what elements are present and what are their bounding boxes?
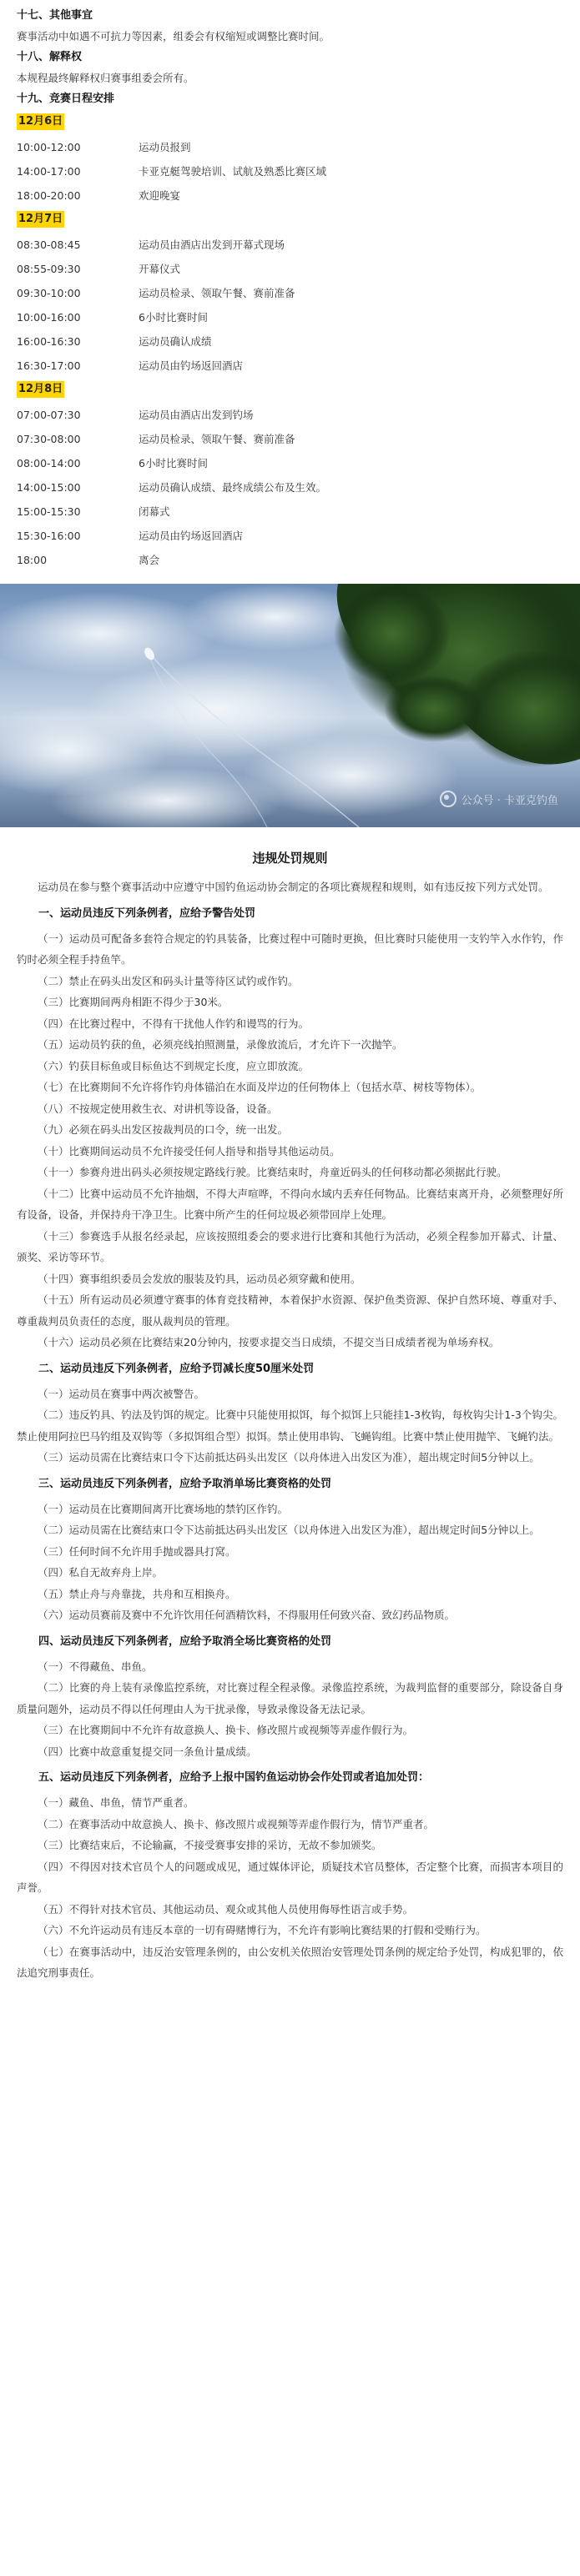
rule-item: （一）运动员可配备多套符合规定的钓具装备，比赛过程中可随时更换，但比赛时只能使用一支钓竿入水作钓，作钓时必须全程手持鱼竿。 — [17, 931, 563, 966]
schedule-row — [17, 305, 563, 329]
schedule-row — [17, 427, 563, 451]
rule-item: （一）藏鱼、串鱼，情节严重者。 — [38, 1796, 194, 1809]
rule-item: （三）比赛结束后，不论输赢，不接受赛事安排的采访，无故不参加颁奖。 — [38, 1839, 382, 1851]
rule-item: （十）比赛期间运动员不允许接受任何人指导和指导其他运动员。 — [38, 1144, 340, 1157]
schedule-event: 运动员检录、领取午餐、赛前准备 — [139, 287, 295, 299]
schedule-time: 07:00-07:30 — [17, 409, 81, 421]
schedule — [0, 110, 580, 572]
section-19-title: 十九、竞赛日程安排 — [17, 93, 115, 105]
schedule-row — [17, 500, 563, 524]
rule-item: （三）在比赛期间中不允许有故意换人、换卡、修改照片或视频等弄虚作假行为。 — [38, 1724, 414, 1736]
rule-item: （五）运动员钓获的鱼，必须亮线拍照测量，录像放流后，才允许下一次抛竿。 — [38, 1038, 403, 1051]
schedule-event: 开幕仪式 — [139, 263, 181, 275]
schedule-time: 18:00 — [17, 554, 48, 566]
schedule-time: 16:30-17:00 — [17, 359, 81, 372]
schedule-event: 离会 — [139, 554, 160, 566]
schedule-row — [17, 233, 563, 257]
watermark-text: 公众号 · 卡亚克钓鱼 — [461, 794, 558, 807]
schedule-time: 10:00-16:00 — [17, 311, 81, 324]
schedule-row — [17, 451, 563, 475]
schedule-time: 09:30-10:00 — [17, 287, 81, 299]
rule-item: （五）禁止舟与舟靠拢，共舟和互相换舟。 — [38, 1587, 236, 1600]
rule-item: （二）违反钓具、钓法及钓饵的规定。比赛中只能使用拟饵，每个拟饵上只能挂1-3枚钩，每枚钩尖计1-3个钩尖。禁止使用阿拉巴马钓组及双钩等（多拟饵组合型）拟饵。禁止使用串钩、飞蝇钩组。比赛中禁止使用抛竿、飞蝇钓法。 — [17, 1409, 563, 1443]
schedule-event: 闭幕式 — [139, 505, 170, 518]
rule-item: （七）在赛事活动中，违反治安管理条例的，由公安机关依照治安管理处罚条例的规定给予处罚，构成犯罪的，依法追究刑事责任。 — [17, 1945, 563, 1979]
schedule-row — [17, 135, 563, 159]
rule-item: （九）必须在码头出发区按裁判员的口令，统一出发。 — [38, 1123, 289, 1136]
rule-item: （六）运动员赛前及赛中不允许饮用任何酒精饮料，不得服用任何致兴奋、致幻药品物质。 — [38, 1609, 456, 1621]
schedule-time: 15:00-15:30 — [17, 505, 81, 518]
rule-item: （十四）赛事组织委员会发放的服装及钓具，运动员必须穿戴和使用。 — [38, 1272, 361, 1285]
schedule-event: 6小时比赛时间 — [139, 311, 208, 324]
lake-aerial-photo — [0, 584, 580, 827]
schedule-row — [17, 257, 563, 281]
schedule-time: 15:30-16:00 — [17, 530, 81, 542]
rule-item: （八）不按规定使用救生衣、对讲机等设备，设备。 — [38, 1102, 278, 1115]
schedule-event: 运动员由酒店出发到开幕式现场 — [139, 239, 285, 251]
rules-title: 违规处罚规则 — [252, 851, 328, 866]
rule-section-heading: 三、运动员违反下列条例者，应给予取消单场比赛资格的处罚 — [38, 1477, 332, 1490]
watermark — [440, 791, 558, 807]
schedule-date: 12月6日 — [17, 113, 64, 130]
rule-item: （四）不得因对技术官员个人的问题或成见，通过媒体评论，质疑技术官员整体，否定整个比赛，而损害本项目的声誉。 — [17, 1860, 563, 1894]
schedule-time: 14:00-17:00 — [17, 165, 81, 178]
schedule-event: 6小时比赛时间 — [139, 457, 208, 470]
schedule-row — [17, 403, 563, 427]
rule-section-heading: 一、运动员违反下列条例者，应给予警告处罚 — [38, 906, 256, 920]
schedule-time: 18:00-20:00 — [17, 189, 81, 202]
schedule-event: 卡亚克艇驾驶培训、试航及熟悉比赛区域 — [139, 165, 327, 178]
section-18-text: 本规程最终解释权归赛事组委会所有。 — [17, 72, 194, 84]
rule-item: （三）任何时间不允许用手抛或器具打窝。 — [38, 1544, 236, 1558]
rule-item: （七）在比赛期间不允许将作钓舟体锚泊在水面及岸边的任何物体上（包括水草、树枝等物体）。 — [38, 1081, 482, 1093]
schedule-row — [17, 524, 563, 548]
schedule-event: 运动员确认成绩 — [139, 335, 212, 348]
rule-item: （一）运动员在赛事中两次被警告。 — [38, 1387, 205, 1400]
schedule-row — [17, 548, 563, 572]
rule-item: （十三）参赛选手从报名经录起，应该按照组委会的要求进行比赛和其他行为活动，必须全程参加开幕式、计量、颁奖、采访等环节。 — [17, 1229, 563, 1263]
rule-item: （十六）运动员必须在比赛结束20分钟内，按要求提交当日成绩，不提交当日成绩者视为单场弃权。 — [38, 1336, 500, 1348]
rule-item: （四）在比赛过程中，不得有干扰他人作钓和谩骂的行为。 — [38, 1017, 310, 1030]
rule-section-heading: 五、运动员违反下列条例者，应给予上报中国钓鱼运动协会作处罚或者追加处罚： — [38, 1771, 430, 1784]
schedule-row — [17, 159, 563, 183]
rule-section-heading: 二、运动员违反下列条例者，应给予罚减长度50厘米处罚 — [38, 1362, 315, 1375]
rule-item: （二）在赛事活动中故意换人、换卡、修改照片或视频等弄虚作假行为，情节严重者。 — [38, 1817, 435, 1830]
rule-item: （三）比赛期间两舟相距不得少于30米。 — [38, 996, 229, 1008]
rule-item: （十一）参赛舟进出码头必须按规定路线行驶。比赛结束时，舟童近码头的任何移动都必须据此行驶。 — [38, 1166, 507, 1178]
schedule-event: 运动员由钓场返回酒店 — [139, 530, 244, 542]
schedule-time: 14:00-15:00 — [17, 481, 81, 494]
rule-item: （五）不得针对技术官员、其他运动员、观众或其他人员使用侮辱性语言或手势。 — [38, 1902, 414, 1916]
schedule-event: 运动员由钓场返回酒店 — [139, 359, 244, 372]
rules-section — [0, 849, 580, 1984]
intro-section — [0, 0, 580, 110]
schedule-row — [17, 354, 563, 378]
schedule-event: 运动员由酒店出发到钓场 — [139, 409, 254, 421]
rule-item: （三）运动员需在比赛结束口令下达前抵达码头出发区（以舟体进入出发区为准），超出规定时间5分钟以上。 — [38, 1451, 540, 1464]
rule-item: （二）运动员需在比赛结束口令下达前抵达码头出发区（以舟体进入出发区为准），超出规定时间5分钟以上。 — [38, 1524, 540, 1536]
rule-item: （一）不得藏鱼、串鱼。 — [38, 1660, 153, 1673]
rule-item: （六）钓获目标鱼或目标鱼达不到规定长度，应立即放流。 — [38, 1059, 310, 1072]
schedule-event: 运动员检录、领取午餐、赛前准备 — [139, 433, 295, 445]
schedule-time: 08:30-08:45 — [17, 239, 81, 251]
rules-intro: 运动员在参与整个赛事活动中应遵守中国钓鱼运动协会制定的各项比赛规程和规则，如有违反按下列方式处罚。 — [38, 881, 549, 893]
schedule-event: 运动员报到 — [139, 141, 191, 153]
rules-body — [17, 901, 563, 1984]
schedule-date: 12月8日 — [17, 381, 64, 398]
schedule-time: 16:00-16:30 — [17, 335, 81, 348]
schedule-time: 08:00-14:00 — [17, 457, 81, 470]
schedule-time: 08:55-09:30 — [17, 263, 81, 275]
section-17-text: 赛事活动中如遇不可抗力等因素，组委会有权缩短或调整比赛时间。 — [17, 30, 330, 43]
schedule-row — [17, 281, 563, 305]
schedule-time: 10:00-12:00 — [17, 141, 81, 153]
schedule-row — [17, 475, 563, 500]
schedule-time: 07:30-08:00 — [17, 433, 81, 445]
rule-item: （一）运动员在比赛期间离开比赛场地的禁钓区作钓。 — [38, 1502, 289, 1515]
rule-section-heading: 四、运动员违反下列条例者，应给予取消全场比赛资格的处罚 — [38, 1634, 332, 1648]
schedule-date: 12月7日 — [17, 211, 64, 228]
schedule-event: 欢迎晚宴 — [139, 189, 181, 202]
rule-item: （四）私自无故弃舟上岸。 — [38, 1566, 164, 1579]
wechat-account-icon — [440, 791, 456, 807]
schedule-row — [17, 329, 563, 354]
rule-item: （四）比赛中故意重复提交同一条鱼计量成绩。 — [38, 1745, 257, 1758]
section-18-title: 十八、解释权 — [17, 51, 83, 63]
schedule-row — [17, 183, 563, 208]
rule-item: （十二）比赛中运动员不允许抽烟，不得大声喧哗，不得向水域内丢弃任何物品。比赛结束离开舟，必须整理好所有设备，设备，并保持舟干净卫生。比赛中所产生的任何垃圾必须带回岸上处理。 — [17, 1187, 563, 1221]
rule-item: （二）比赛的舟上装有录像监控系统，对比赛过程全程录像。录像监控系统，为裁判监督的重要部分，除设备自身质量问题外，运动员不得以任何理由人为干扰录像，导致录像设备无法记录。 — [17, 1681, 563, 1715]
rule-item: （二）禁止在码头出发区和码头计量等待区试钓或作钓。 — [38, 974, 299, 987]
section-17-title: 十七、其他事宜 — [17, 9, 93, 22]
rule-item: （六）不允许运动员有违反本章的一切有碍赌博行为，不允许有影响比赛结果的打假和受贿行为。 — [38, 1924, 487, 1936]
schedule-event: 运动员确认成绩、最终成绩公布及生效。 — [139, 481, 327, 494]
rule-item: （十五）所有运动员必须遵守赛事的体育竞技精神，本着保护水资源、保护鱼类资源、保护自然环境、尊重对手、尊重裁判员负责任的态度，服从裁判员的管理。 — [17, 1293, 563, 1328]
